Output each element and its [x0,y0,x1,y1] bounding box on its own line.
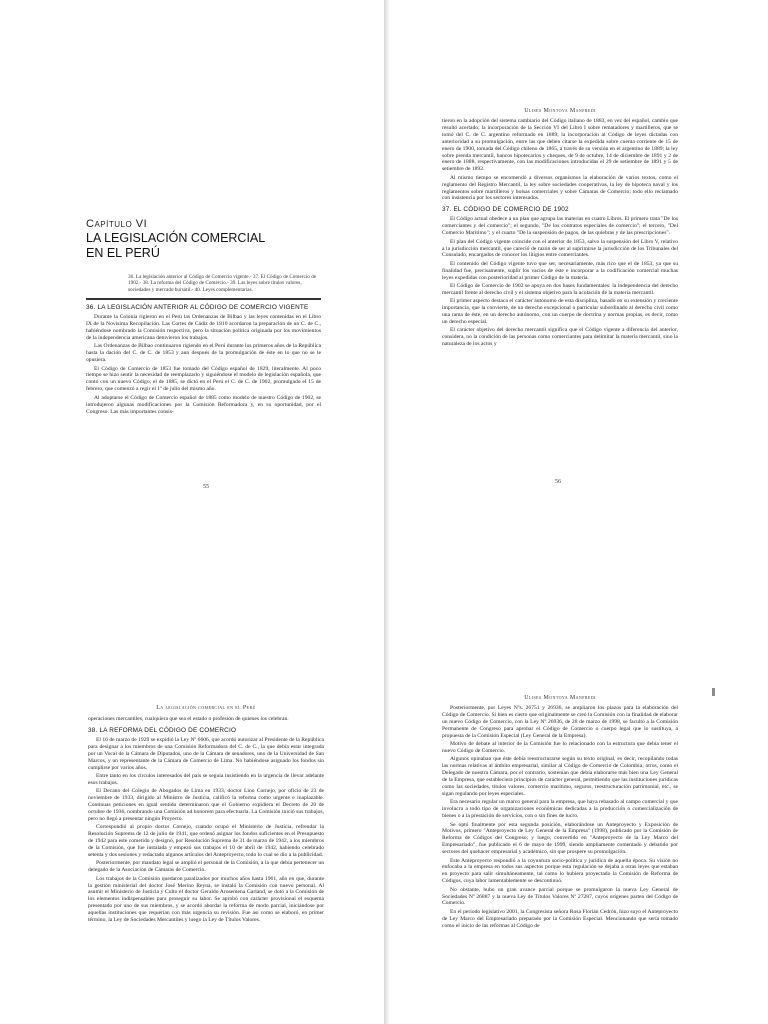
page-58-scan [384,512,768,1024]
paragraph: El primer aspecto destaca el carácter autónomo de esta disciplina, basado en su extensión y creciente importancia, que la convierte, de un derecho excepcional o particular subordinado al derecho civil como una rama de éste, en un derecho autónomo, con un cuerpo de doctrina y normas propias, es decir, como un derecho especial. [442,298,678,326]
paragraph: En el periodo legislativo 2001, la Congresista señora Rosa Florián Cedrón, hizo suyo el Anteproyecto de Ley Marco del Empresariado preparado por la Comisión Especial. Mencionando que sería tomado como el inicio de las reformas al Código de [442,908,678,929]
page-gutter-shadow [384,0,390,512]
paragraph: Algunos opinaban que éste debía reestructurarse según su texto original, es decir, recopilando todas las normas relativas al ámbito empresarial, similar al Código de Comercio de Colombia; otros, como el Delegado de nuestra Cámara, por el contrario, sostenían que debía elaborarse más bien una Ley General de la Empresa, que estableciera principios de carácter general, permitiendo que las instituciones jurídicas como las sociedades, títulos valores, comercio marítimo, seguros, reestructuración patrimonial, etc., se sigan regulando por leyes especiales. [442,756,678,797]
running-head: La legislación comercial en el Perú [156,705,256,711]
page-number: 56 [555,479,561,485]
paragraph: Posteriormente, por Leyes Nºs. 26751 y 26936, se ampliaron los plazos para la elaboración del Código de Comercio. Si bien es cierto que originalmente se creó la Comisión con la finalidad de elaborar un nuevo Código de Comercio, con la Ley Nº 26936, de 28 de marzo de 1998, se facultó a la Comisión Permanente de Congreso para aprobar el Código de Comercio o cuerpo legal que lo sustituya, a propuesta de la Comisión Especial (Ley General de la Empresa). [442,705,678,739]
paragraph: operaciones mercantiles, cualquiera que sea el estado o profesión de quienes los celebran. [88,716,289,722]
paragraph: El 16 de marzo de 1929 se expidió la Ley Nº 6606, que acordó autorizar al Presidente de la República para designar a los miembros de una Comisión Reformadora del C. de C., la que debía estar integrada por un Vocal de la Cámara de Diputados, uno de la Cámara de senadores, uno de la Universidad de San Marcos, y un representante de la Cámara de Comercio de Lima. No habiéndose asignado los fondos sin cumplirse por varios años. [88,736,324,771]
scan-mark [712,688,715,696]
paragraph: Motivo de debate al interior de la Comisión fue lo relacionado con la estructura que debía tener el nuevo Código de Comercio. [442,741,678,754]
paragraph: Al mismo tiempo se encomendó a diversos organismos la elaboración de varios textos, como el reglamento del Registro Mercantil, la ley sobre sociedades cooperativas, la ley de hipoteca naval y los reglamentos sobre martilleros y bolsas comerciales y sobre Cámaras de Comercio; todo ello reclamado con insistencia por los sectores interesados. [442,174,678,202]
paragraph: Posteriormente, por mandato legal se amplió el personal de la Comisión, a la que debía pertenecer un delegado de la Asociación de Cámaras de Comercio. [88,860,324,874]
paragraph: Las Ordenanzas de Bilbao continuaron rigiendo en el Perú durante los primeros años de la República hasta la dación del C. de C. de 1853 y aun después de la promulgación de éste en lo que no se le opusiera. [86,343,321,364]
paragraph: El contenido del Código vigente tuvo que ser, necesariamente, más rico que el de 1853, ya que su finalidad fue, precisamente, suplir los vacíos de éste e incorporar a la codificación comercial muchas leyes expedidas con posterioridad al primer Código de la materia. [442,260,678,281]
paragraph: Entre tanto en los círculos interesados del país se seguía insistiendo en la urgencia de llevar adelante esos trabajos. [88,772,324,786]
page-gutter-shadow [384,512,390,1024]
section-36-heading: 36. LA LEGISLACIÓN ANTERIOR AL CÓDIGO DE COMERCIO VIGENTE [86,304,309,312]
chapter-summary: 36. La legislación anterior al Código de Comercio vigente.- 37. El Código de Comercio de 1902.- 38. La reforma del Código de Comercio.- 39. Las leyes sobre títulos valores, sociedades y mercado bursátil.- 40. Leyes complementarias. [128,274,316,293]
paragraph: Correspondió al propio doctor Cornejo, cuando ocupó el Ministerio de Justicia, refrendar la Resolución Suprema de 12 de julio de 1941, que ordenó asignar los fondos suficientes en el Presupuesto de 1942 para este cometido y designó, por Resolución Suprema de 31 de marzo de 1942, a los miembros de la Comisión, que fue instalada y empezó sus trabajos el 10 de abril de 1942, habiendo celebrado setenta y dos sesiones y redactado algunos artículos del Anteproyecto, todo lo cual se dio a la publicidad. [88,824,324,858]
running-head: Ulises Montoya Manfredi [524,108,596,114]
paragraph: Se optó finalmente por esta segunda posición, elaborándose un Anteproyecto y Exposición de Motivos, primero "Anteproyecto de Ley General de la Empresa" (1998), publicado por la Comisión de Reforma de Códigos del Congreso; y luego, convertido en "Anteproyecto de la Ley Marco del Empresariado", fue publicado el 6 de mayo de 1999, siendo ampliamente comentado y debatido por sectores del quehacer empresarial y académico, sin que prospere su promulgación. [442,821,678,856]
chapter-title-line-2: EN EL PERÚ [86,246,160,260]
paragraph: El plan del Código vigente coincide con el anterior de 1853, salvo la suspensión del Libro V, relativo a la jurisdicción mercantil, que careció de razón de ser al suprimirse la jurisdicción de los Tribunales del Consulado, encargados de conocer los litigios entre comerciantes. [442,238,678,259]
paragraph: El Decano del Colegio de Abogados de Lima en 1933, doctor Lino Cornejo, por oficio de 23 de noviembre de 1933, dirigido al Ministro de Justicia, calificó la reforma como urgente e inaplazable. Continuas peticiones en igual sentido determinaron que el Gobierno expidiera el Decreto de 20 de octubre de 1936, nombrando una Comisión ad honorem para efectuarla. La Comisión inició sus trabajos, pero no llegó a presentar ningún Proyecto. [88,788,324,822]
paragraph: El Código actual obedece a un plan que agrupa las materias en cuatro Libros. El primero trata "De los comerciantes y del comercio"; el segundo, "De los contratos especiales de comercio"; el tercero, "Del Comercio Marítimo"; y el cuarto "De la suspensión de pagos, de las quiebras y de las prescripciones". [442,216,678,237]
section-37-heading: 37. EL CÓDIGO DE COMERCIO DE 1902 [442,206,569,214]
paragraph: El carácter objetivo del derecho mercantil significa que el Código vigente a diferencia del anterior, considera, no la condición de las personas como comerciantes para delimitar la materia mercantil, sino la naturaleza de los actos y [442,327,678,348]
paragraph: Durante la Colonia rigieron en el Perú las Ordenanzas de Bilbao y las leyes contenidas en el Libro IX de la Novísima Recopilación. Las Cortes de Cádiz de 1810 acordaron la preparación de un C. de C., habiéndose nombrado la Comisión respectiva, pero la situación política originada por los movimientos de la independencia americana detuvieron los trabajos. [86,314,321,341]
page-55 [86,30,321,500]
chapter-number: Capítulo VI [86,218,148,230]
page-58 [442,705,678,1024]
page-57-scan [0,512,384,1024]
page-57 [88,716,324,1024]
section-rule [86,298,321,300]
paragraph: El Código de Comercio de 1902 se apoya en dos bases fundamentales: la independencia del derecho mercantil frente al derecho civil y el sistema objetivo para la acotación de la materia mercantil. [442,283,678,296]
section-38-heading: 38. LA REFORMA DEL CÓDIGO DE COMERCIO [88,726,237,734]
paragraph: Era necesario regular un marco general para la empresa, que haya rebasado al campo comercial y que involucra a todo tipo de organizaciones económicas dedicadas a la producción o comercialización de bienes o a la prestación de servicios, con o sin fines de lucro. [442,799,678,820]
paragraph: El Código de Comercio de 1853 fue tomado del Código español de 1829, literalmente. Al poco tiempo se hizo sentir la necesidad de reemplazarlo y siguiéndose el modelo de legislación española, que contó con un nuevo Código, el de 1885, se dictó en el Perú el C. de C. de 1902, promulgado el 15 de febrero, que comenzó a regir el 1º de julio del mismo año. [86,365,321,393]
paragraph: No obstante, hubo un gran avance parcial porque se promulgaron la nueva Ley General de Sociedades Nº 26887 y la nueva Ley de Títulos Valores Nº 27287, cuyos orígenes parten del Código de Comercio. [442,886,678,907]
running-head: Ulises Montoya Manfredi [524,695,596,701]
paragraph: Al adoptarse el Código de Comercio español de 1885 como modelo de nuestro Código de 1902, se introdujeron algunas modificaciones por la Comisión Reformadora y, en su oportunidad, por el Congreso. Las más importantes consis- [86,394,321,415]
paragraph: tieron en la adopción del sistema cambiario del Código italiano de 1883, en vez del español, cambio que resultó acertado; la incorporación de la Sección VI del Libro I sobre rematadores y martilleros, que se tomó del C. de C. argentino reformado en 1889; la incorporación al Código de leyes dictadas con anterioridad a su promulgación, entre las que deben citarse la expedida sobre cuenta corriente de 15 de enero de 1900, tomada del Código chileno de 1865, a través de su versión en el argentino de 1889; la ley sobre prenda mercantil, bancos hipotecarios y cheques, de 9 de octubre, 14 de diciembre de 1891 y 2 de enero de 1888, respectivamente, con las modificaciones introducidas el 29 de setiembre de 1891 y 5 de setiembre de 1892. [442,118,678,173]
page-56 [442,118,678,478]
page-55-scan [0,0,384,512]
page-number: 55 [203,484,209,490]
paragraph: Los trabajos de la Comisión quedaron paralizados por muchos años hasta 1961, año en que, durante la gestión ministerial del doctor José Merino Reyna, se instaló la Comisión con nuevo personal. Al asumir el Ministerio de Justicia y Culto el doctor Geraldo Arosemena Garland, se dotó a la Comisión de los elementos indispensables para proseguir su labor. Se aprobó con carácter provisional el esquema presentado por uno de sus miembros, y se acordó abordar la reforma de modo parcial, iniciándose por aquellas instituciones que requerían con más urgencia su revisión. Fue así como se elaboró, en primer término, la Ley de Sociedades Mercantiles y luego la Ley de Títulos Valores. [88,875,324,924]
paragraph: Este Anteproyecto respondió a la coyuntura socio-política y jurídica de aquella época. Su visión no enfocaba a la empresa en todos sus aspectos porque esta regulación se dejaba a otras leyes que estaban en proyecto para salir simultáneamente, tal como lo hubiera proyectado la Comisión de Reforma de Códigos, cuya labor lamentablemente se descontinuó. [442,857,678,885]
chapter-title-line-1: LA LEGISLACIÓN COMERCIAL [86,231,266,245]
page-56-scan [384,0,768,512]
